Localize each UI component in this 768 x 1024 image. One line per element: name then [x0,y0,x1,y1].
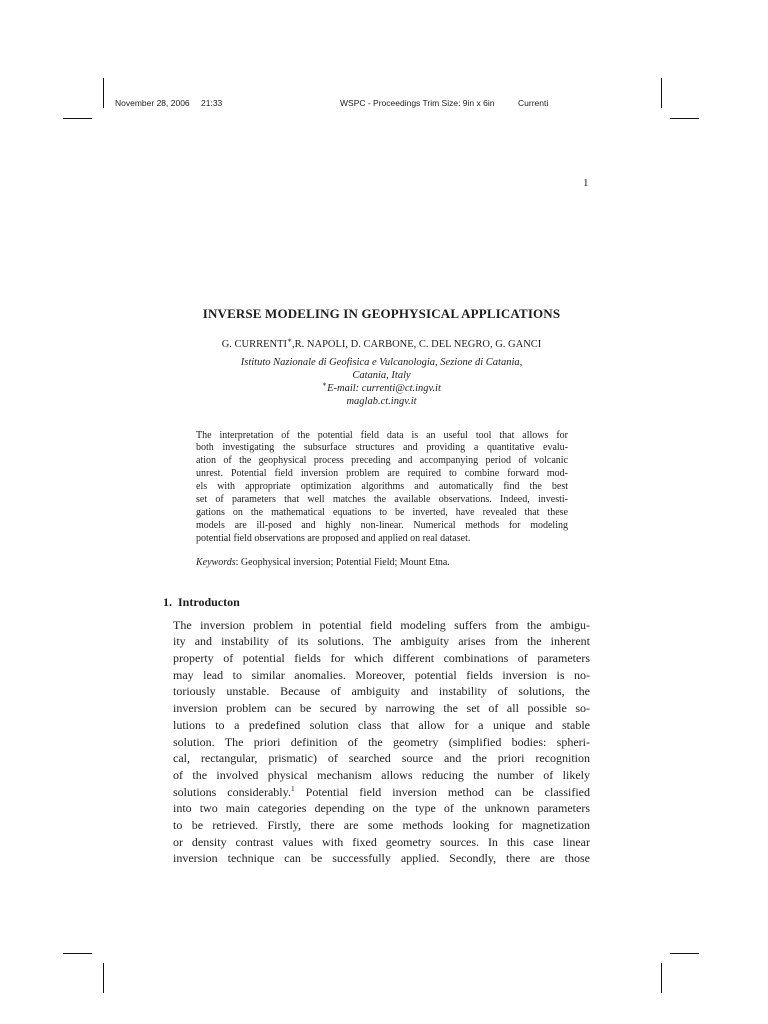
abstract-line: gations on the mathematical equations to be inverted, have revealed that these [196,506,568,518]
affiliation-block [150,356,613,408]
abstract [196,430,568,546]
body-line: solution. The priori definition of the geometry (simplified bodies: spheri- [173,734,590,749]
header-running-author: Currenti [518,98,549,108]
body-line-text: solutions considerably. [173,784,291,799]
abstract-line: both investigating the subsurface structures and providing a quantitative evalu- [196,442,568,454]
body-line: into two main categories depending on the type of the unknown parameters [173,801,590,816]
abstract-line: models are ill-posed and highly non-linear. Numerical methods for modeling [196,519,568,531]
body-line: cal, rectangular, prismatic) of searched source and the priori recognition [173,751,590,766]
citation-reference[interactable]: 1 [290,783,295,793]
body-line-text: Potential field inversion method can be classified [294,784,590,799]
first-author: G. CURRENTI [221,339,288,350]
body-paragraph [173,617,590,868]
body-line: inversion problem can be secured by narrowing the set of all possible so- [173,701,590,716]
affiliation-institute: Istituto Nazionale di Geofisica e Vulcanologia, Sezione di Catania, [240,356,523,368]
section-number: 1. [163,595,172,609]
affiliation-city: Catania, Italy [352,369,411,381]
other-authors: ,R. NAPOLI, D. CARBONE, C. DEL NEGRO, G. GANCI [292,339,542,350]
body-line: toriously unstable. Because of ambiguity and instability of solutions, the [173,684,590,699]
body-line: lutions to a predefined solution class that allow for a unique and stable [173,717,590,732]
crop-mark-bottom-left-horizontal [63,953,92,954]
author-list [150,335,613,351]
keywords [196,556,450,569]
abstract-line: ation of the geophysical process preceding and accompanying period of volcanic [196,455,568,467]
crop-mark-bottom-left-vertical [103,963,104,993]
section-title: Introducton [178,595,240,609]
affiliation-email [150,379,613,395]
abstract-line: potential field observations are proposed and applied on real dataset. [196,532,471,544]
body-line: to be retrieved. Firstly, there are some methods looking for magnetization [173,818,590,833]
abstract-line: unrest. Potential field inversion problem are required to combine forward mod- [196,468,568,480]
body-line: property of potential fields for which different combinations of parameters [173,651,590,665]
abstract-line: The interpretation of the potential field data is an useful tool that allows for [196,429,568,441]
section-heading [163,595,240,609]
abstract-line: els with appropriate optimization algorithms and automatically find the best [196,481,568,493]
header-trim-size: WSPC - Proceedings Trim Size: 9in x 6in [340,98,495,108]
header-date: November 28, 2006 [115,98,190,108]
header-time: 21:33 [201,98,223,108]
body-line: or density contrast values with fixed geometry sources. In this case linear [173,834,590,849]
crop-mark-bottom-right-vertical [661,963,662,993]
body-line: The inversion problem in potential field modeling suffers from the ambigu- [173,617,590,632]
affiliation-website: maglab.ct.ingv.it [346,395,417,407]
email-mark: ∗ [322,379,328,388]
body-line: ity and instability of its solutions. The ambiguity arises from the inherent [173,634,590,649]
crop-mark-top-left-vertical [103,78,104,108]
paper-title: INVERSE MODELING IN GEOPHYSICAL APPLICATIONS [202,306,561,321]
page-number: 1 [583,177,589,189]
crop-mark-top-right-horizontal [670,118,699,119]
email-text: E-mail: currenti@ct.ingv.it [327,382,441,394]
body-line: inversion technique can be successfully applied. Secondly, there are those [173,851,590,866]
corresponding-author-mark: ∗ [287,335,293,345]
abstract-line: set of parameters that well matches the available observations. Indeed, investi- [196,493,568,505]
crop-mark-bottom-right-horizontal [670,953,699,954]
body-line: may lead to similar anomalies. Moreover, potential fields inversion is no- [173,667,590,682]
body-line-with-reference [173,784,590,801]
crop-mark-top-right-vertical [661,78,662,108]
keywords-text: : Geophysical inversion; Potential Field; Mount Etna. [235,556,450,568]
body-line: of the involved physical mechanism allows reducing the number of likely [173,767,590,782]
crop-mark-top-left-horizontal [63,118,92,119]
keywords-label: Keywords [196,556,236,568]
